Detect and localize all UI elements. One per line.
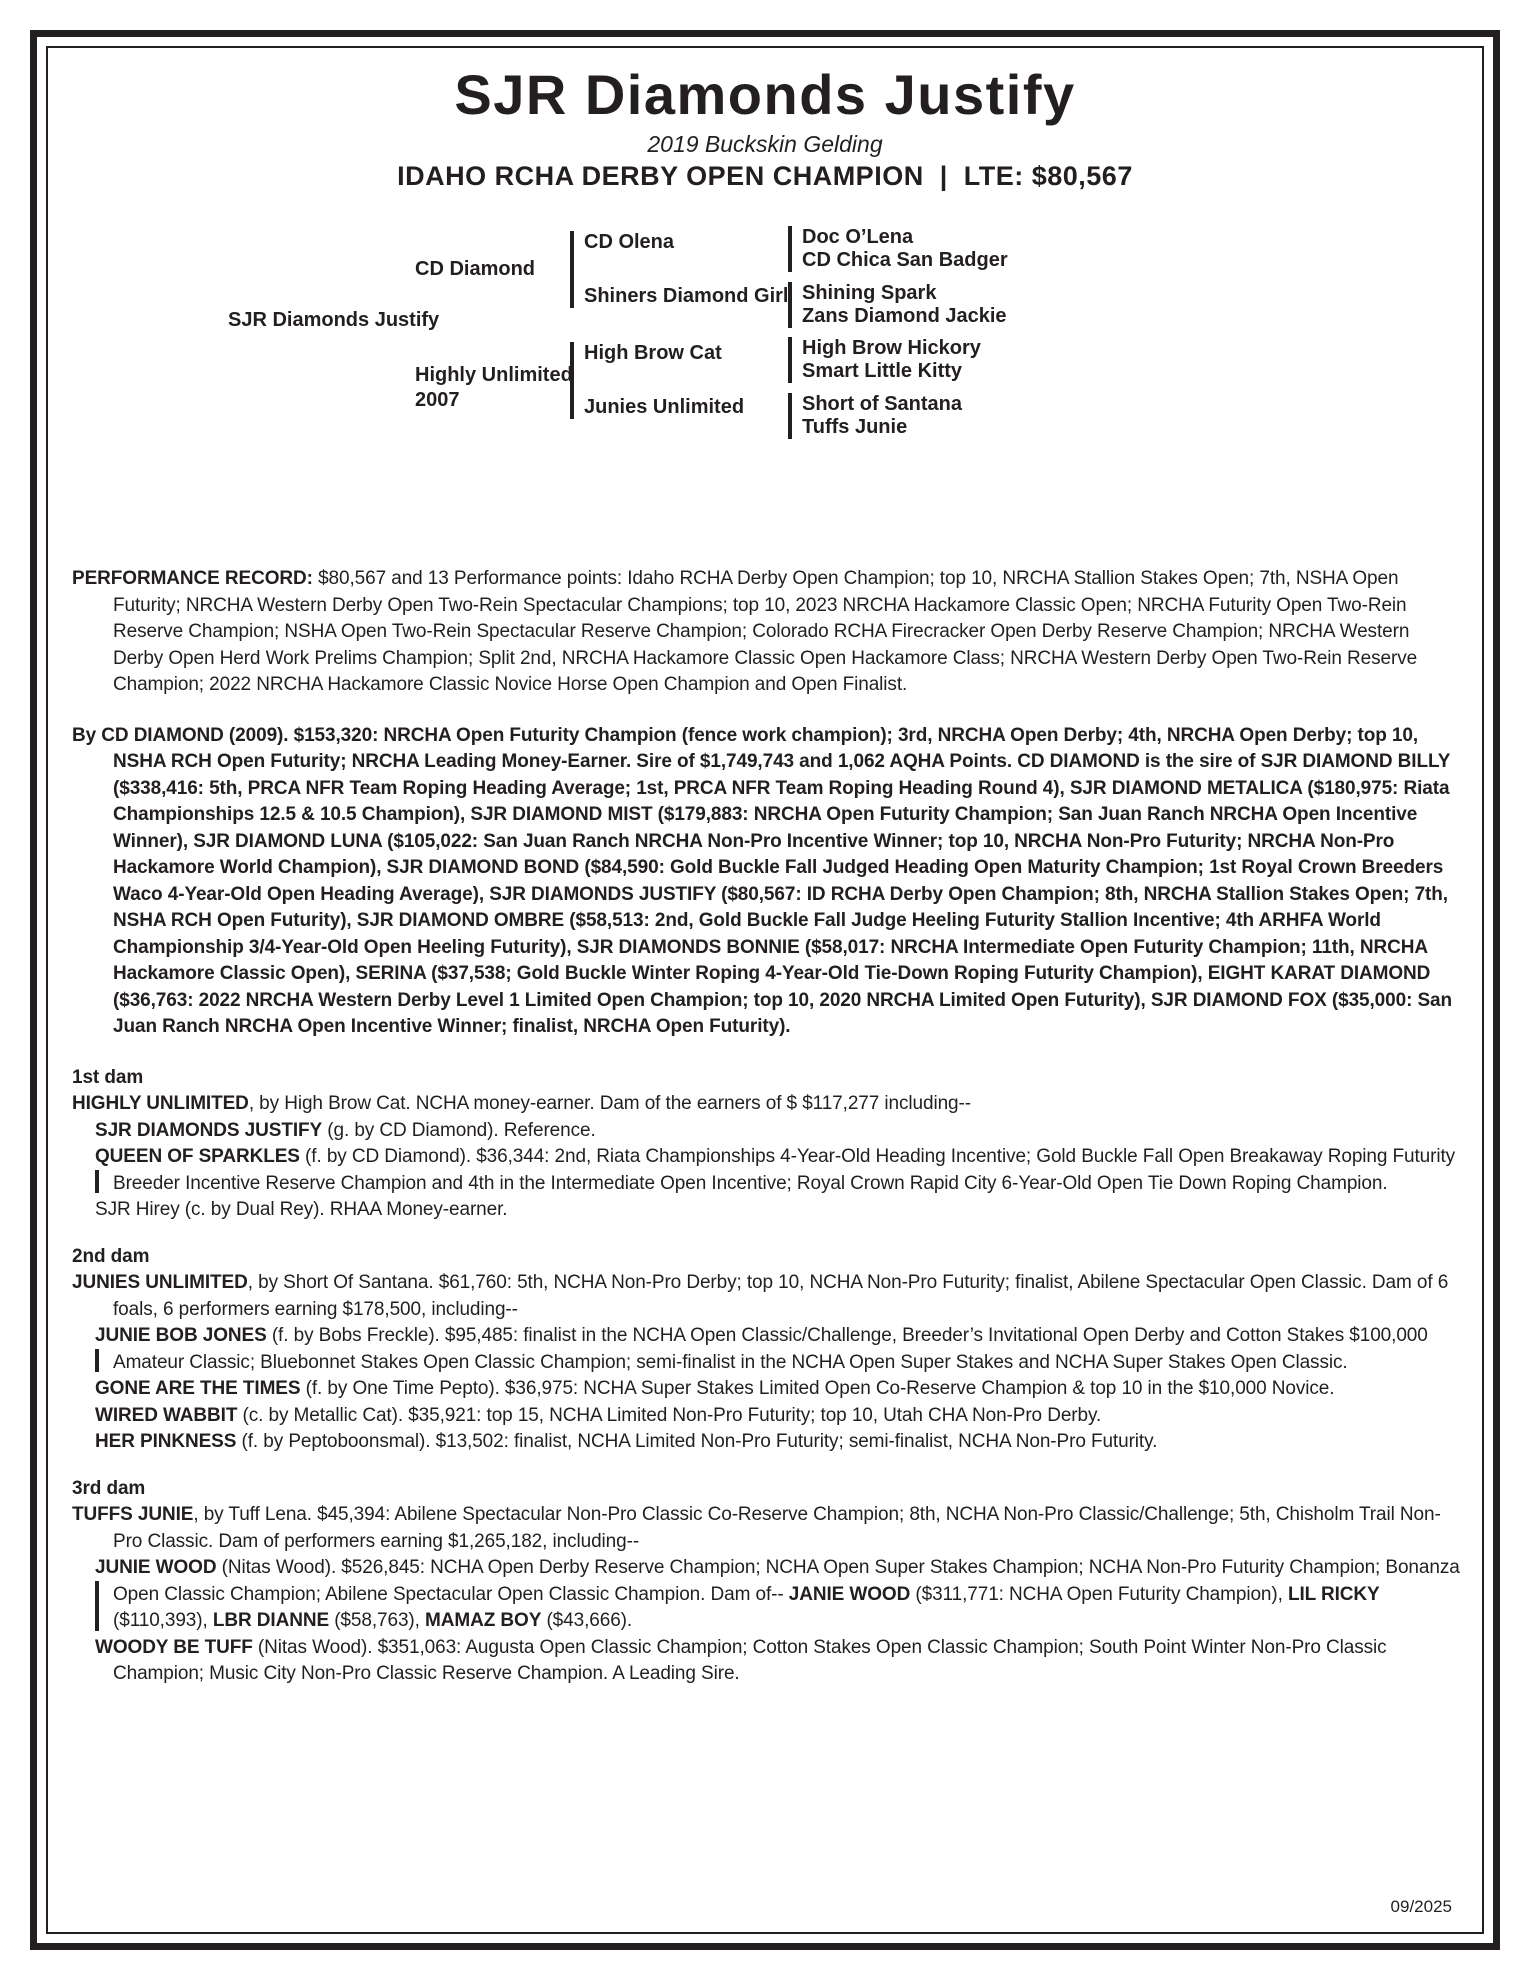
offspring-entry-sjr-diamonds-justify: SJR DIAMONDS JUSTIFY (g. by CD Diamond). Reference. xyxy=(95,1119,596,1141)
pedigree-dam-name: Highly Unlimited xyxy=(415,364,573,386)
pedigree-gen4-group-4 xyxy=(788,393,962,439)
offspring-entry-her-pinkness: HER PINKNESS (f. by Peptoboonsmal). $13,502: finalist, NCHA Limited Non-Pro Futurity; semi-finalist, NCHA Non-Pro Futurity. xyxy=(95,1431,1158,1452)
performance-record-text: $80,567 and 13 Performance points: Idaho RCHA Derby Open Champion; top 10, NRCHA Stallion Stakes Open; 7th, NSHA Open Futurity; NRCHA Western Derby Open Two-Rein Spectacular Champions; top 10, 2023 NRCHA Hackamore Classic Open; NRCHA Futurity Open Two-Rein Reserve Champion; NSHA Open Two-Rein Spectacular Reserve Champion; Colorado RCHA Firecracker Open Derby Reserve Champion; NRCHA Western Derby Open Herd Work Prelims Champion; Split 2nd, NRCHA Hackamore Classic Open Hackamore Class; NRCHA Western Derby Open Two-Rein Reserve Champion; 2022 NRCHA Hackamore Classic Novice Horse Open Champion and Open Finalist. xyxy=(113,568,1418,695)
pedigree-name-junies-unlimited: Junies Unlimited xyxy=(584,396,745,418)
pedigree-name-shiners-diamond-girl: Shiners Diamond Girl xyxy=(584,285,789,307)
dam-1-intro: HIGHLY UNLIMITED, by High Brow Cat. NCHA money-earner. Dam of the earners of $ $117,277 including-- xyxy=(72,1093,971,1114)
print-date: 09/2025 xyxy=(1390,1897,1452,1916)
pedigree-name-cd-olena: CD Olena xyxy=(584,231,675,253)
pedigree-name-short-of-santana: Short of Santana xyxy=(802,393,963,415)
pedigree-name-smart-little-kitty: Smart Little Kitty xyxy=(802,360,963,382)
pedigree-dam xyxy=(415,363,573,413)
pedigree-name-cd-chica-san-badger: CD Chica San Badger xyxy=(802,249,1008,271)
dam-section-2 xyxy=(72,1244,1460,1456)
pedigree-dam-year: 2007 xyxy=(415,389,460,411)
pedigree-gen4-group-2 xyxy=(788,282,1007,328)
continuation-bar xyxy=(95,1349,99,1372)
pedigree-sire: CD Diamond xyxy=(415,258,535,280)
pedigree-name-high-brow-hickory: High Brow Hickory xyxy=(802,337,981,359)
offspring-entry-junie-bob-jones: JUNIE BOB JONES (f. by Bobs Freckle). $95,485: finalist in the NCHA Open Classic/Challenge, Breeder’s Invitational Open Derby and Cotton Stakes $100,000 Amateur Classic; Bluebonnet Stakes Open Classic Champion; semi-finalist in the NCHA Open Super Stakes and NCHA Super Stakes Open Classic. xyxy=(95,1325,1428,1373)
catalog-text xyxy=(72,566,1460,1708)
pedigree-name-tuffs-junie: Tuffs Junie xyxy=(802,416,908,438)
horse-description: 2019 Buckskin Gelding xyxy=(647,131,883,157)
pedigree-chart xyxy=(0,0,1530,460)
pedigree-name-high-brow-cat: High Brow Cat xyxy=(584,342,722,364)
pedigree-name-zans-diamond-jackie: Zans Diamond Jackie xyxy=(802,305,1007,327)
continuation-bar xyxy=(95,1170,99,1193)
pedigree-name-doc-olena: Doc O’Lena xyxy=(802,226,914,248)
dam-3-intro: TUFFS JUNIE, by Tuff Lena. $45,394: Abilene Spectacular Non-Pro Classic Co-Reserve Champion; 8th, NCHA Non-Pro Classic/Challenge; 5th, Chisholm Trail Non-Pro Classic. Dam of performers earning $1,265,182, including-- xyxy=(72,1504,1441,1552)
offspring-entry-gone-are-the-times: GONE ARE THE TIMES (f. by One Time Pepto). $36,975: NCHA Super Stakes Limited Open Co-Reserve Champion & top 10 in the $10,000 Novice. xyxy=(95,1378,1335,1399)
pedigree-gen4-group-1 xyxy=(788,226,1008,272)
championship-line: IDAHO RCHA DERBY OPEN CHAMPION | LTE: $80,567 xyxy=(397,161,1133,191)
pedigree-subject: SJR Diamonds Justify xyxy=(228,309,440,331)
dam-section-3 xyxy=(72,1476,1460,1688)
dam-section-1 xyxy=(72,1065,1460,1224)
pedigree-gen3-sire-parents xyxy=(570,231,788,308)
offspring-entry-junie-wood: JUNIE WOOD (Nitas Wood). $526,845: NCHA Open Derby Reserve Champion; NCHA Open Super Stakes Champion; NCHA Non-Pro Futurity Champion; Bonanza Open Classic Champion; Abilene Spectacular Open Classic Champion. Dam of-- JANIE WOOD ($311,771: NCHA Open Futurity Champion), LIL RICKY ($110,393), LBR DIANNE ($58,763), MAMAZ BOY ($43,666). xyxy=(95,1557,1460,1631)
pedigree-gen4-group-3 xyxy=(788,337,981,383)
continuation-bar xyxy=(95,1581,99,1631)
dam-1-heading: 1st dam xyxy=(72,1066,144,1088)
offspring-entry-wired-wabbit: WIRED WABBIT (c. by Metallic Cat). $35,921: top 15, NCHA Limited Non-Pro Futurity; top 10, Utah CHA Non-Pro Derby. xyxy=(95,1404,1102,1426)
dam-2-heading: 2nd dam xyxy=(72,1245,150,1267)
performance-record-label: PERFORMANCE RECORD: xyxy=(72,568,313,589)
pedigree-name-shining-spark: Shining Spark xyxy=(802,282,937,304)
dam-3-heading: 3rd dam xyxy=(72,1477,146,1499)
offspring-entry-sjr-hirey: SJR Hirey (c. by Dual Rey). RHAA Money-earner. xyxy=(95,1199,508,1220)
sire-paragraph: By CD DIAMOND (2009). $153,320: NRCHA Open Futurity Champion (fence work champion); 3rd, NRCHA Open Derby; 4th, NRCHA Open Derby; top 10, NSHA RCH Open Futurity; NRCHA Leading Money-Earner. Sire of $1,749,743 and 1,062 AQHA Points. CD DIAMOND is the sire of SJR DIAMOND BILLY ($338,416: 5th, PRCA NFR Team Roping Heading Average; 1st, PRCA NFR Team Roping Heading Round 4), SJR DIAMOND METALICA ($180,975: Riata Championships 12.5 & 10.5 Champion), SJR DIAMOND MIST ($179,883: NRCHA Open Futurity Champion; San Juan Ranch NRCHA Open Incentive Winner), SJR DIAMOND LUNA ($105,022: San Juan Ranch NRCHA Non-Pro Incentive Winner; top 10, NRCHA Non-Pro Futurity; NRCHA Non-Pro Hackamore World Champion), SJR DIAMOND BOND ($84,590: Gold Buckle Fall Judged Heading Open Maturity Champion; 1st Royal Crown Breeders Waco 4-Year-Old Open Heading Average), SJR DIAMONDS JUSTIFY ($80,567: ID RCHA Derby Open Champion; 8th, NRCHA Stallion Stakes Open; 7th, NSHA RCH Open Futurity), SJR DIAMOND OMBRE ($58,513: 2nd, Gold Buckle Fall Judge Heeling Futurity Stallion Incentive; 4th ARHFA World Championship 3/4-Year-Old Open Heeling Futurity), SJR DIAMONDS BONNIE ($58,017: NRCHA Intermediate Open Futurity Champion; 11th, NRCHA Hackamore Classic Open), SERINA ($37,538; Gold Buckle Winter Roping 4-Year-Old Tie-Down Roping Futurity Champion), EIGHT KARAT DIAMOND ($36,763: 2022 NRCHA Western Derby Level 1 Limited Open Champion; top 10, 2020 NRCHA Limited Open Futurity), SJR DIAMOND FOX ($35,000: San Juan Ranch NRCHA Open Incentive Winner; finalist, NRCHA Open Futurity). xyxy=(72,724,1453,1037)
offspring-entry-queen-of-sparkles: QUEEN OF SPARKLES (f. by CD Diamond). $36,344: 2nd, Riata Championships 4-Year-Old Heading Incentive; Gold Buckle Fall Open Breakaway Roping Futurity Breeder Incentive Reserve Champion and 4th in the Intermediate Open Incentive; Royal Crown Rapid City 6-Year-Old Open Tie Down Roping Champion. xyxy=(95,1146,1456,1194)
performance-record-paragraph xyxy=(72,566,1460,699)
offspring-entry-woody-be-tuff: WOODY BE TUFF (Nitas Wood). $351,063: Augusta Open Classic Champion; Cotton Stakes Open Classic Champion; South Point Winter Non-Pro Classic Champion; Music City Non-Pro Classic Reserve Champion. A Leading Sire. xyxy=(95,1636,1387,1684)
dam-2-intro: JUNIES UNLIMITED, by Short Of Santana. $61,760: 5th, NCHA Non-Pro Derby; top 10, NCHA Non-Pro Futurity; finalist, Abilene Spectacular Open Classic. Dam of 6 foals, 6 performers earning $178,500, including-- xyxy=(72,1272,1449,1320)
horse-name-title: SJR Diamonds Justify xyxy=(454,63,1076,126)
pedigree-gen3-dam-parents xyxy=(570,342,744,419)
